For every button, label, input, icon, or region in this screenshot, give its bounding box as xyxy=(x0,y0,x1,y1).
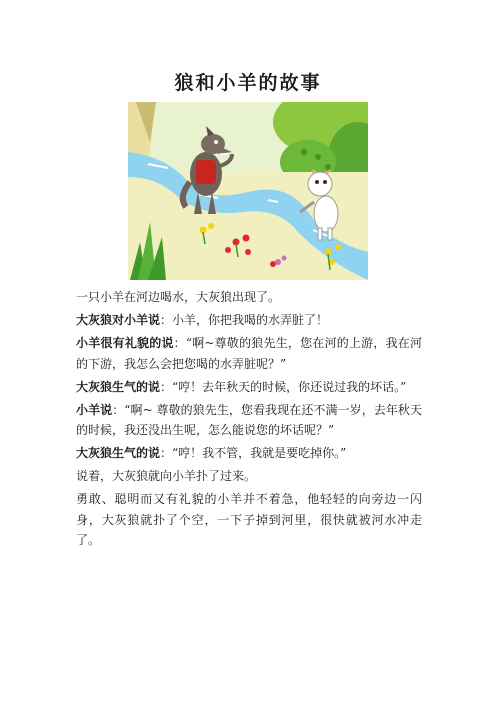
paragraph-text: ：“啊~尊敬的狼先生，您在河的上游，我在河的下游，我怎么会把您喝的水弄脏呢？” xyxy=(76,336,422,371)
paragraph-text: ：小羊，你把我喝的水弄脏了！ xyxy=(160,313,329,327)
speaker: 大灰狼生气的说 xyxy=(76,446,161,460)
paragraph xyxy=(76,377,422,398)
paragraph-text: ：“哼！去年秋天的时候，你还说过我的坏话。” xyxy=(160,379,407,394)
paragraph-text: 勇敢、聪明而又有礼貌的小羊并不着急，他轻轻的向旁边一闪身，大灰狼就扑了个空，一下子掉到河里，很快就被河水冲走了。 xyxy=(76,492,422,547)
speaker: 小羊很有礼貌的说 xyxy=(76,336,174,350)
paragraph-text: 一只小羊在河边喝水，大灰狼出现了。 xyxy=(76,290,281,304)
paragraph-text: 说着，大灰狼就向小羊扑了过来。 xyxy=(76,469,257,483)
page-title: 狼和小羊的故事 xyxy=(174,72,322,94)
paragraph xyxy=(76,287,422,308)
paragraph-text: ：“啊~ 尊敬的狼先生，您看我现在还不满一岁，去年秋天的时候，我还没出生呢，怎么能说您的坏话呢？” xyxy=(76,402,422,437)
paragraph xyxy=(76,333,422,374)
story-text xyxy=(76,287,422,553)
paragraph xyxy=(76,489,422,551)
paragraph xyxy=(76,466,422,487)
speaker: 大灰狼对小羊说 xyxy=(76,313,161,327)
paragraph xyxy=(76,443,422,464)
paragraph-text: ：“哼！我不管，我就是要吃掉你。” xyxy=(160,446,347,460)
speaker: 小羊说 xyxy=(76,402,113,417)
paragraph xyxy=(76,400,422,441)
paragraph xyxy=(76,310,422,331)
speaker: 大灰狼生气的说 xyxy=(76,379,161,394)
wolf-and-lamb-illustration xyxy=(128,102,368,280)
